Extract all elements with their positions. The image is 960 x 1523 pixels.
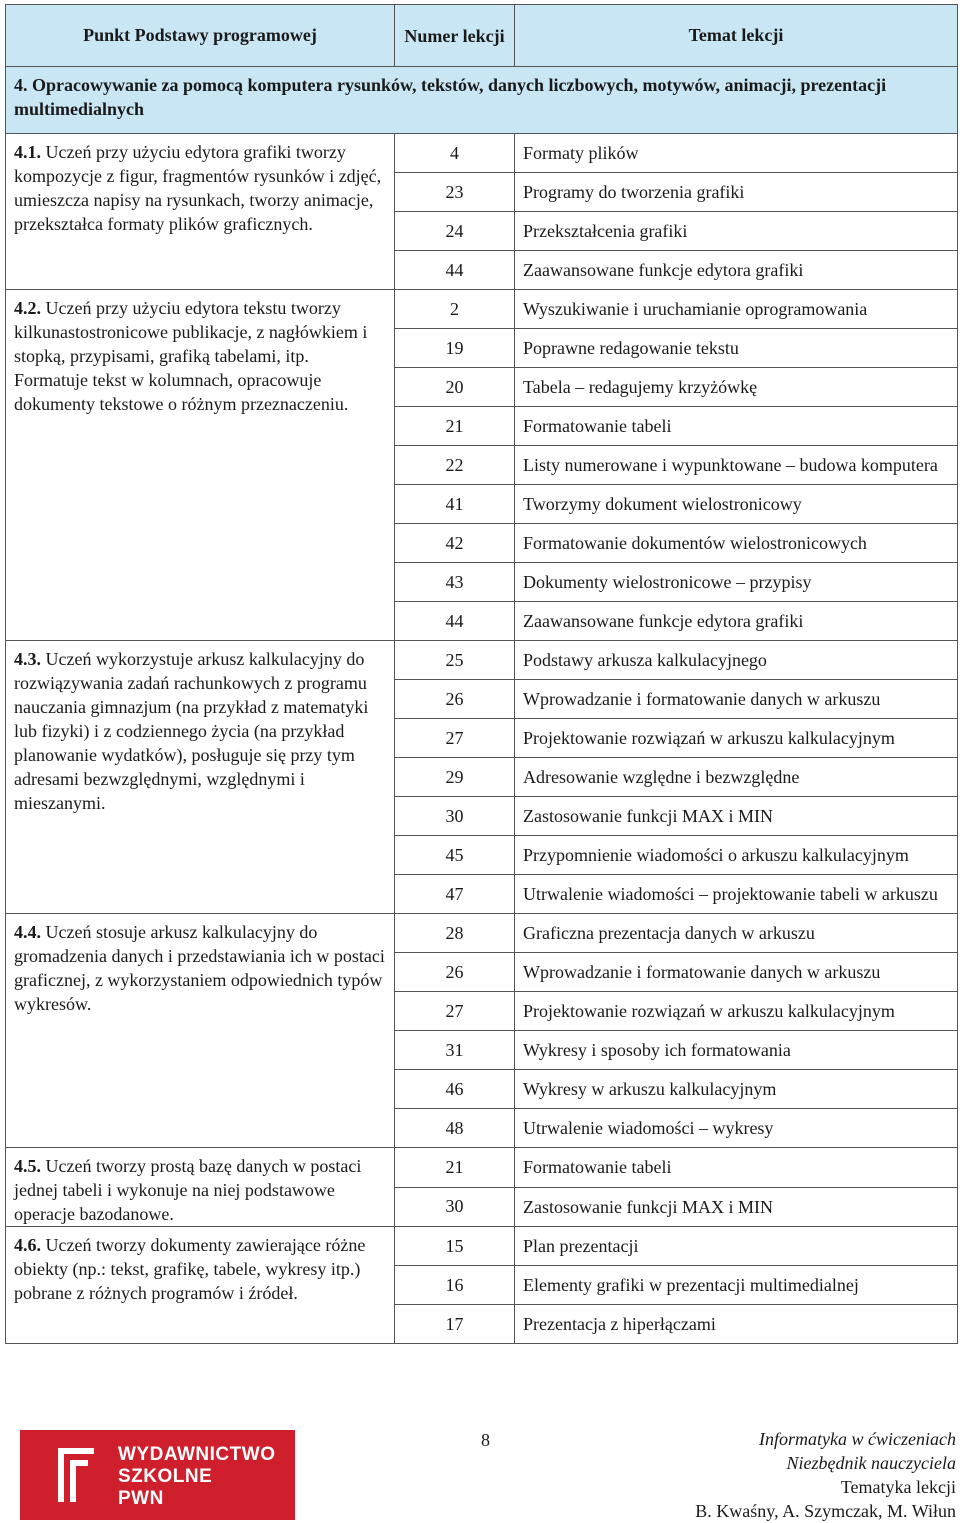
requirement-code: 4.1. bbox=[14, 142, 41, 162]
lesson-topic: Wprowadzanie i formatowanie danych w arkuszu bbox=[515, 680, 958, 719]
lesson-number: 29 bbox=[395, 758, 515, 797]
lesson-number: 30 bbox=[395, 797, 515, 836]
table-row bbox=[6, 914, 958, 953]
lesson-topic: Projektowanie rozwiązań w arkuszu kalkulacyjnym bbox=[515, 719, 958, 758]
lesson-number: 47 bbox=[395, 875, 515, 914]
lesson-number: 42 bbox=[395, 524, 515, 563]
lesson-number: 21 bbox=[395, 407, 515, 446]
requirement-code: 4.6. bbox=[14, 1235, 41, 1255]
lesson-number: 19 bbox=[395, 329, 515, 368]
lesson-topic: Utrwalenie wiadomości – projektowanie tabeli w arkuszu bbox=[515, 875, 958, 914]
requirement-cell bbox=[6, 1227, 395, 1344]
requirement-text: Uczeń wykorzystuje arkusz kalkulacyjny do rozwiązywania zadań rachunkowych z programu nauczania gimnazjum (na przykład z matematyki lub fizyki) i z codziennego życia (na przykład planowanie wydatków), posługuje się przy tym adresami bezwzględnymi, względnymi i mieszanymi. bbox=[14, 649, 369, 813]
lesson-number: 30 bbox=[395, 1187, 515, 1227]
page-footer bbox=[0, 1426, 960, 1522]
lesson-number: 20 bbox=[395, 368, 515, 407]
book-subtitle: Niezbędnik nauczyciela bbox=[786, 1453, 956, 1473]
lesson-topic: Formaty plików bbox=[515, 134, 958, 173]
lesson-number: 16 bbox=[395, 1266, 515, 1305]
lesson-topic: Listy numerowane i wypunktowane – budowa komputera bbox=[515, 446, 958, 485]
requirement-text: Uczeń tworzy prostą bazę danych w postaci jednej tabeli i wykonuje na niej podstawowe operacje bazodanowe. bbox=[14, 1156, 362, 1224]
lesson-number: 27 bbox=[395, 719, 515, 758]
requirement-text: Uczeń przy użyciu edytora tekstu tworzy kilkunastostronicowe publikacje, z nagłówkiem i stopką, przypisami, grafiką tabelami, itp. Formatuje tekst w kolumnach, opracowuje dokumenty tekstowe o różnym przeznaczeniu. bbox=[14, 298, 368, 414]
lesson-topic: Formatowanie tabeli bbox=[515, 1148, 958, 1188]
lesson-topic: Prezentacja z hiperłączami bbox=[515, 1305, 958, 1344]
section-row bbox=[6, 67, 958, 134]
lesson-topic: Poprawne redagowanie tekstu bbox=[515, 329, 958, 368]
lesson-topic: Graficzna prezentacja danych w arkuszu bbox=[515, 914, 958, 953]
lesson-topic: Tabela – redagujemy krzyżówkę bbox=[515, 368, 958, 407]
lesson-number: 24 bbox=[395, 212, 515, 251]
lesson-topic: Przekształcenia grafiki bbox=[515, 212, 958, 251]
table-row bbox=[6, 1148, 958, 1188]
header-col-requirement: Punkt Podstawy programowej bbox=[6, 5, 395, 67]
lesson-topic: Zastosowanie funkcji MAX i MIN bbox=[515, 1187, 958, 1227]
lesson-number: 48 bbox=[395, 1109, 515, 1148]
requirement-text: Uczeń tworzy dokumenty zawierające różne obiekty (np.: tekst, grafikę, tabele, wykresy itp.) pobrane z różnych programów i źródeł. bbox=[14, 1235, 366, 1303]
lesson-number: 41 bbox=[395, 485, 515, 524]
lesson-topic: Przypomnienie wiadomości o arkuszu kalkulacyjnym bbox=[515, 836, 958, 875]
lesson-topic: Podstawy arkusza kalkulacyjnego bbox=[515, 641, 958, 680]
lesson-topic: Formatowanie dokumentów wielostronicowych bbox=[515, 524, 958, 563]
requirement-code: 4.3. bbox=[14, 649, 41, 669]
table-row bbox=[6, 641, 958, 680]
lesson-topic: Elementy grafiki w prezentacji multimedialnej bbox=[515, 1266, 958, 1305]
lesson-topic: Wykresy w arkuszu kalkulacyjnym bbox=[515, 1070, 958, 1109]
requirement-cell bbox=[6, 1148, 395, 1227]
book-title: Informatyka w ćwiczeniach bbox=[759, 1429, 956, 1449]
requirement-cell bbox=[6, 134, 395, 290]
lesson-topic: Adresowanie względne i bezwzględne bbox=[515, 758, 958, 797]
section-name: Tematyka lekcji bbox=[840, 1477, 956, 1497]
lesson-topic: Dokumenty wielostronicowe – przypisy bbox=[515, 563, 958, 602]
lesson-topic: Zaawansowane funkcje edytora grafiki bbox=[515, 251, 958, 290]
curriculum-table bbox=[5, 4, 958, 1344]
table-row bbox=[6, 290, 958, 329]
logo-text: WYDAWNICTWO SZKOLNE PWN bbox=[118, 1444, 276, 1509]
lesson-number: 44 bbox=[395, 602, 515, 641]
lesson-topic: Utrwalenie wiadomości – wykresy bbox=[515, 1109, 958, 1148]
lesson-number: 27 bbox=[395, 992, 515, 1031]
lesson-topic: Zaawansowane funkcje edytora grafiki bbox=[515, 602, 958, 641]
lesson-number: 28 bbox=[395, 914, 515, 953]
lesson-number: 26 bbox=[395, 953, 515, 992]
header-col-lesson-number: Numer lekcji bbox=[395, 5, 515, 67]
requirement-code: 4.4. bbox=[14, 922, 41, 942]
page-number: 8 bbox=[481, 1430, 490, 1450]
lesson-topic: Zastosowanie funkcji MAX i MIN bbox=[515, 797, 958, 836]
lesson-number: 26 bbox=[395, 680, 515, 719]
lesson-topic: Programy do tworzenia grafiki bbox=[515, 173, 958, 212]
lesson-number: 2 bbox=[395, 290, 515, 329]
section-title: 4. Opracowywanie za pomocą komputera rysunków, tekstów, danych liczbowych, motywów, animacji, prezentacji multimedialnych bbox=[6, 67, 958, 134]
requirement-cell bbox=[6, 290, 395, 641]
lesson-topic: Wyszukiwanie i uruchamianie oprogramowania bbox=[515, 290, 958, 329]
requirement-text: Uczeń stosuje arkusz kalkulacyjny do gromadzenia danych i przedstawiania ich w postaci graficznej, z wykorzystaniem odpowiednich typów wykresów. bbox=[14, 922, 385, 1014]
lesson-topic: Projektowanie rozwiązań w arkuszu kalkulacyjnym bbox=[515, 992, 958, 1031]
lesson-number: 23 bbox=[395, 173, 515, 212]
requirement-cell bbox=[6, 641, 395, 914]
publisher-logo bbox=[20, 1430, 295, 1520]
lesson-topic: Plan prezentacji bbox=[515, 1227, 958, 1266]
lesson-number: 17 bbox=[395, 1305, 515, 1344]
lesson-number: 43 bbox=[395, 563, 515, 602]
lesson-number: 4 bbox=[395, 134, 515, 173]
pwn-logo-icon bbox=[54, 1444, 98, 1506]
table-row bbox=[6, 134, 958, 173]
authors: B. Kwaśny, A. Szymczak, M. Wiłun bbox=[695, 1501, 956, 1521]
lesson-topic: Formatowanie tabeli bbox=[515, 407, 958, 446]
table-header-row bbox=[6, 5, 958, 67]
requirement-cell bbox=[6, 914, 395, 1148]
lesson-topic: Wprowadzanie i formatowanie danych w arkuszu bbox=[515, 953, 958, 992]
lesson-number: 15 bbox=[395, 1227, 515, 1266]
lesson-number: 45 bbox=[395, 836, 515, 875]
lesson-number: 22 bbox=[395, 446, 515, 485]
lesson-topic: Wykresy i sposoby ich formatowania bbox=[515, 1031, 958, 1070]
lesson-number: 21 bbox=[395, 1148, 515, 1188]
book-meta bbox=[695, 1427, 956, 1523]
requirement-code: 4.5. bbox=[14, 1156, 41, 1176]
lesson-number: 25 bbox=[395, 641, 515, 680]
lesson-topic: Tworzymy dokument wielostronicowy bbox=[515, 485, 958, 524]
lesson-number: 44 bbox=[395, 251, 515, 290]
table-row bbox=[6, 1227, 958, 1266]
requirement-code: 4.2. bbox=[14, 298, 41, 318]
lesson-number: 31 bbox=[395, 1031, 515, 1070]
header-col-lesson-topic: Temat lekcji bbox=[515, 5, 958, 67]
requirement-text: Uczeń przy użyciu edytora grafiki tworzy kompozycje z figur, fragmentów rysunków i zdjęć, umieszcza napisy na rysunkach, tworzy animacje, przekształca formaty plików graficznych. bbox=[14, 142, 382, 234]
lesson-number: 46 bbox=[395, 1070, 515, 1109]
